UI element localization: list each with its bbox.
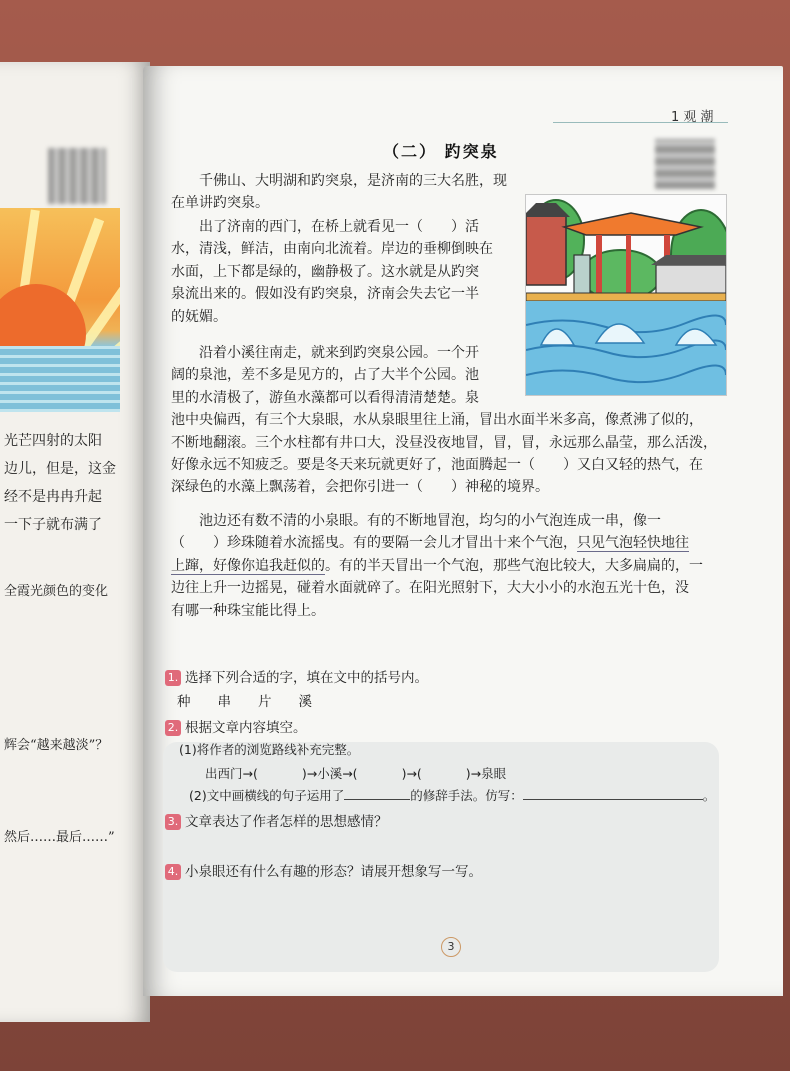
qr-code-left [48,148,106,204]
text-line: 不断地翻滚。三个水柱都有井口大，没昼没夜地冒，冒，冒，永远那么晶莹，那么活泼， [171,434,717,451]
paragraph-2 [171,216,531,328]
text-line: 出了济南的西门，在桥上就看见一（ ）活 [199,219,479,235]
question-number: 3. [165,814,181,830]
text-line: 沿着小溪往南走，就来到趵突泉公园。一个开 [199,345,479,361]
question-4 [165,860,482,880]
text-line: 有哪一种珠宝能比得上。 [171,602,325,619]
question-1 [165,666,428,686]
text-line: 在单讲趵突泉。 [171,195,269,212]
left-text-line: 一下子就布满了 [4,517,102,533]
text-line: 深绿色的水藻上飘荡着，会把你引进一（ ）神秘的境界。 [171,479,549,496]
paragraph-1 [171,170,531,215]
text-line: 池边还有数不清的小泉眼。有的不断地冒泡，均匀的小气泡连成一串，像一 [199,513,661,529]
text-line [171,532,751,554]
qr-code-right [655,139,715,189]
route-fill-in [205,764,506,782]
right-page [143,66,783,996]
left-text-line: 边儿，但是，这金 [4,461,116,477]
question-text: 文章表达了作者怎样的思想感情？ [185,814,388,830]
text-line [171,555,751,577]
section-header: 1 观 潮 [671,110,714,125]
question-text: 小泉眼还有什么有趣的形态？请展开想象写一写。 [185,864,482,880]
page-number: 3 [441,937,461,957]
text-line: 千佛山、大明湖和趵突泉，是济南的三大名胜，现 [199,173,507,189]
question-2-sub-2 [189,786,715,804]
question-2-sub-1: (1)将作者的浏览路线补充完整。 [179,742,360,757]
rhetoric-blank[interactable] [344,799,410,800]
question-number: 1. [165,670,181,686]
left-text-line: 然后……最后……” [4,830,115,845]
page-title: （二） 趵突泉 [383,142,499,161]
route-segment: )→泉眼 [465,766,507,781]
text-line: 的妩媚。 [171,308,227,325]
left-text-line: 经不是冉冉升起 [4,489,102,505]
text-line: 水面，上下都是绿的，幽静极了。这水就是从趵突 [171,263,479,280]
question-text: 根据文章内容填空。 [185,720,307,736]
question-text: 的修辞手法。仿写： [410,788,523,803]
question-text: 。 [702,788,716,803]
text-line: 边往上升一边摇晃，碰着水面就碎了。在阳光照射下，大大小小的水泡五光十色，没 [171,580,689,597]
paragraph-3 [171,342,751,499]
text-line: 水，清浅，鲜洁，由南向北流着。岸边的垂柳倒映在 [171,241,493,258]
text-segment: 。有的半天冒出一个气泡，那些气泡比较大，大多扁扁的，一 [325,557,703,574]
text-line: 泉流出来的。假如没有趵突泉，济南会失去它一半 [171,286,479,303]
question-3 [165,810,388,830]
question-text: 选择下列合适的字，填在文中的括号内。 [185,670,428,686]
left-text-line: 辉会“越来越淡”？ [4,738,109,753]
question-text: (2)文中画横线的句子运用了 [189,788,345,803]
underlined-sentence: 只见气泡轻快地往 [577,535,689,552]
sunrise-illustration [0,208,120,412]
route-segment: 出西门→( [205,766,258,781]
text-line: 里的水清极了，游鱼水藻都可以看得清清楚楚。泉 [171,389,479,406]
left-text-line: 全霞光颜色的变化 [4,584,109,599]
question-2 [165,716,307,736]
route-segment: )→( [401,766,422,781]
imitation-blank[interactable] [523,799,703,800]
question-number: 2. [165,720,181,736]
text-line: 阔的泉池，差不多是见方的，占了大半个公园。池 [171,367,479,384]
left-page [0,62,150,1022]
paragraph-4 [171,510,751,622]
text-line: 池中央偏西，有三个大泉眼，水从泉眼里往上涌，冒出水面半米多高，像煮沸了似的， [171,412,703,429]
question-number: 4. [165,864,181,880]
text-segment: （ ）珍珠随着水流摇曳。有的要隔一会儿才冒出十来个气泡， [171,535,577,552]
underlined-sentence: 上蹿，好像你追我赶似的 [171,557,325,574]
text-line: 好像永远不知疲乏。要是冬天来玩就更好了，池面腾起一（ ）又白又轻的热气，在 [171,457,703,474]
route-segment: )→小溪→( [301,766,358,781]
word-options: 种 串 片 溪 [177,694,312,710]
left-text-line: 光芒四射的太阳 [4,433,102,449]
